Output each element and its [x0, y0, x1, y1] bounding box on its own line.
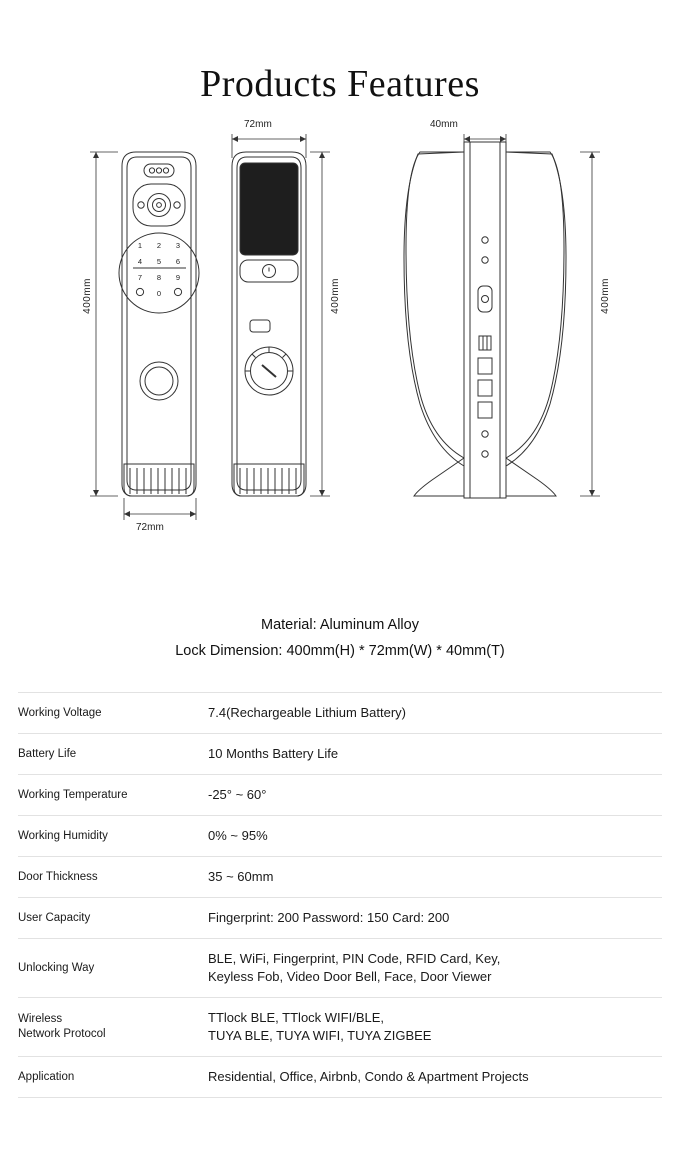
spec-value-line-1: BLE, WiFi, Fingerprint, PIN Code, RFID Card, Key,	[208, 951, 501, 966]
dimension-label-right-height: 400mm	[600, 278, 611, 314]
svg-text:0: 0	[156, 289, 162, 298]
spec-value: 35 ~ 60mm	[208, 869, 274, 884]
spec-key: Working Temperature	[18, 788, 128, 801]
dimension-label-bottom-width: 72mm	[136, 522, 164, 533]
spec-value-line-1: TTlock BLE, TTlock WIFI/BLE,	[208, 1010, 385, 1025]
spec-key: Working Voltage	[18, 706, 102, 719]
material-line: Material: Aluminum Alloy	[261, 617, 419, 633]
table-row	[18, 816, 662, 857]
table-row	[18, 857, 662, 898]
specification-table	[18, 693, 662, 1098]
spec-value: Fingerprint: 200 Password: 150 Card: 200	[208, 910, 450, 925]
dimension-label-left-height: 400mm	[82, 278, 93, 314]
spec-key: Battery Life	[18, 747, 77, 760]
lock-dimension-line: Lock Dimension: 400mm(H) * 72mm(W) * 40mm(T)	[175, 643, 505, 659]
spec-key: Working Humidity	[18, 829, 108, 842]
spec-value-line-2: Keyless Fob, Video Door Bell, Face, Door Viewer	[208, 969, 492, 984]
spec-value	[208, 998, 662, 1057]
specification-table-wrapper	[18, 692, 662, 1098]
table-row	[18, 898, 662, 939]
dimension-label-side-width: 40mm	[430, 119, 458, 130]
table-row	[18, 1057, 662, 1098]
svg-text:3: 3	[175, 241, 181, 250]
page-title: Products Features	[200, 63, 480, 105]
svg-text:9: 9	[175, 273, 181, 282]
material-info	[0, 612, 680, 664]
spec-key-line-1: Wireless	[18, 1013, 63, 1025]
table-row	[18, 775, 662, 816]
spec-value: -25° ~ 60°	[208, 787, 267, 802]
svg-text:8: 8	[156, 273, 162, 282]
table-row	[18, 693, 662, 734]
dimension-label-top-width: 72mm	[244, 119, 272, 130]
table-row	[18, 998, 662, 1057]
svg-text:4: 4	[137, 257, 143, 266]
spec-key: Application	[18, 1070, 75, 1083]
spec-key	[18, 998, 208, 1057]
svg-text:6: 6	[175, 257, 181, 266]
svg-text:7: 7	[137, 273, 143, 282]
table-row	[18, 939, 662, 998]
technical-drawing-svg	[0, 128, 680, 598]
svg-text:5: 5	[156, 257, 162, 266]
product-dimension-diagram	[0, 119, 680, 598]
svg-text:1: 1	[137, 241, 143, 250]
spec-key: Unlocking Way	[18, 961, 95, 974]
spec-value: Residential, Office, Airbnb, Condo & Apartment Projects	[208, 1069, 529, 1084]
spec-key: Door Thickness	[18, 870, 98, 883]
dimension-label-middle-height: 400mm	[330, 278, 341, 314]
spec-value: 0% ~ 95%	[208, 828, 268, 843]
spec-key: User Capacity	[18, 911, 91, 924]
spec-value: 7.4(Rechargeable Lithium Battery)	[208, 705, 406, 720]
spec-value-line-2: TUYA BLE, TUYA WIFI, TUYA ZIGBEE	[208, 1028, 432, 1043]
table-row	[18, 734, 662, 775]
spec-key-line-2: Network Protocol	[18, 1028, 106, 1040]
spec-value	[208, 939, 662, 998]
spec-value: 10 Months Battery Life	[208, 746, 339, 761]
svg-text:2: 2	[156, 241, 162, 250]
